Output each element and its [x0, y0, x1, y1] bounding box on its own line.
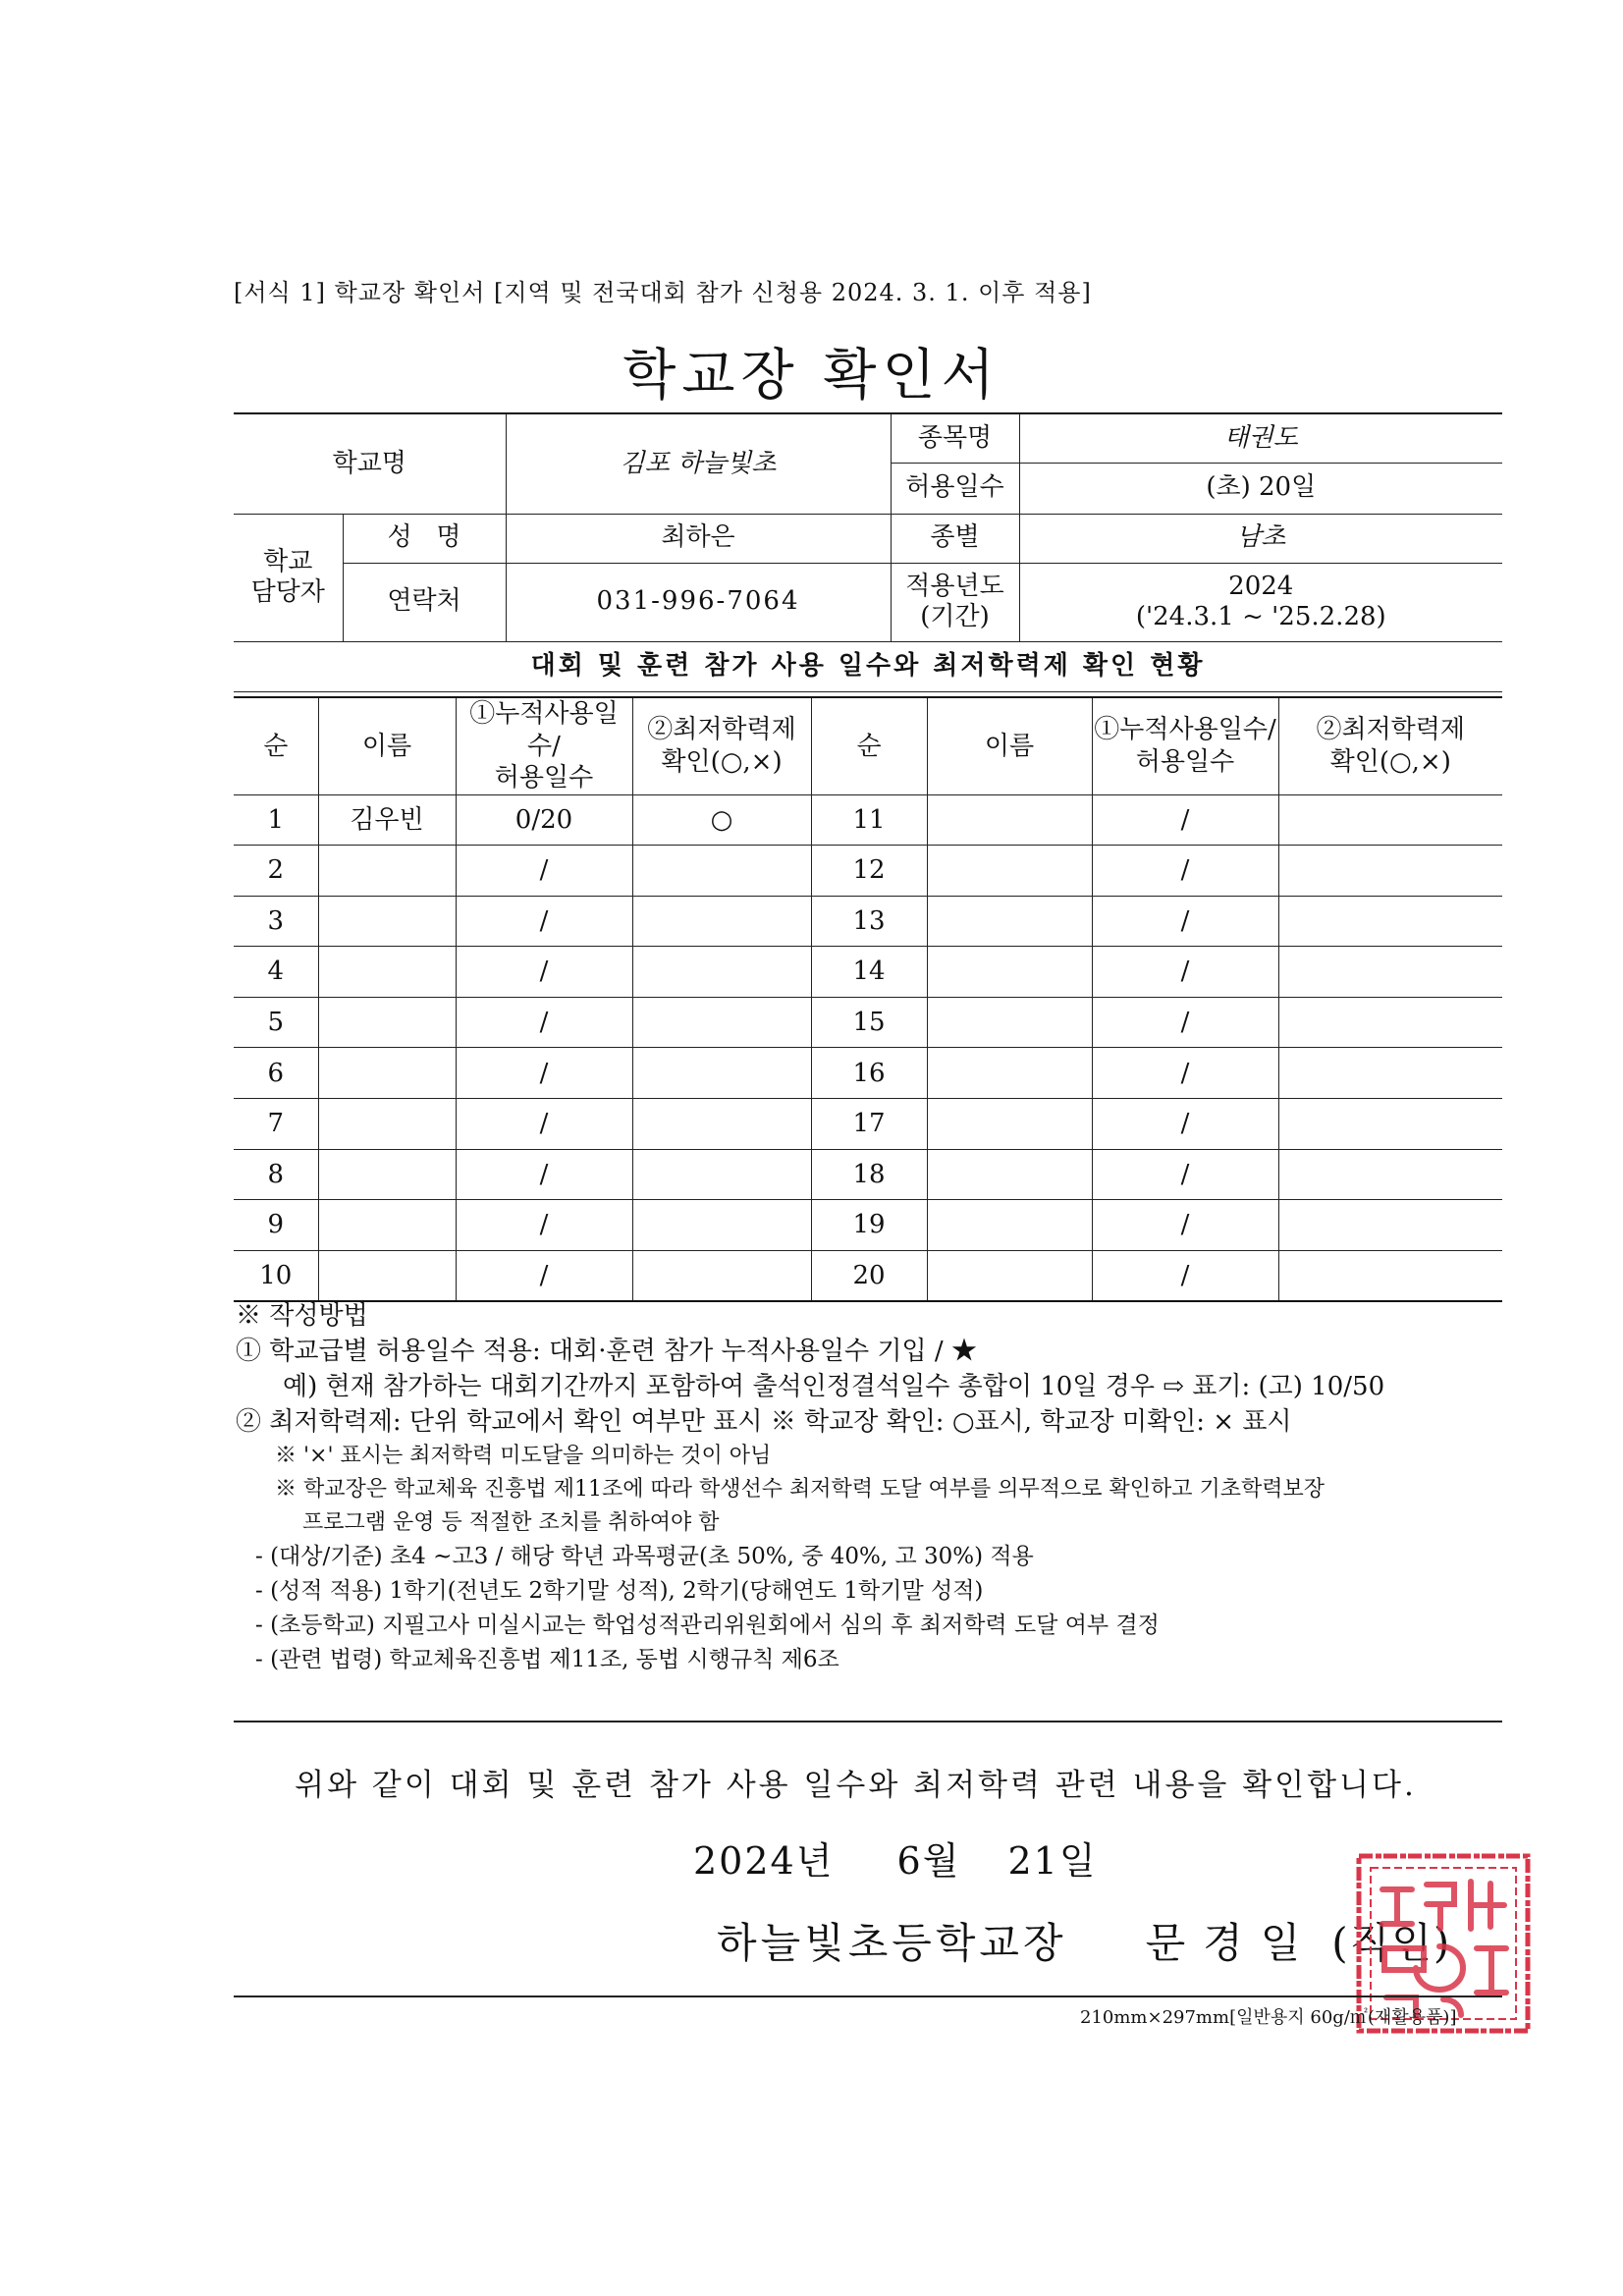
category-label: 종별: [891, 514, 1019, 563]
row-no: 20: [811, 1250, 927, 1301]
table-row: [234, 896, 1502, 947]
row-days: /: [456, 1048, 632, 1099]
row-days: /: [456, 997, 632, 1048]
row-name: [318, 846, 456, 897]
seal-mark: (직인): [1331, 1919, 1452, 1967]
note-dash-2: - (성적 적용) 1학기(전년도 2학기말 성적), 2학기(당해연도 1학기말 성적): [255, 1578, 984, 1604]
row-no: 16: [811, 1048, 927, 1099]
row-check: [1278, 1099, 1502, 1150]
row-name: [318, 1048, 456, 1099]
row-days: /: [1092, 947, 1278, 998]
date-month: 6월: [896, 1839, 961, 1883]
table-row: [234, 1099, 1502, 1150]
row-days: 0/20: [456, 794, 632, 846]
confirm-statement: 위와 같이 대회 및 훈련 참가 사용 일수와 최저학력 관련 내용을 확인합니다.: [295, 1768, 1417, 1803]
row-check: ○: [632, 794, 811, 846]
note-example: 예) 현재 참가하는 대회기간까지 포함하여 출석인정결석일수 총합이 10일 경우 ⇨ 표기: (고) 10/50: [283, 1372, 1385, 1401]
row-name: [927, 1099, 1092, 1150]
row-no: 14: [811, 947, 927, 998]
row-no: 19: [811, 1200, 927, 1251]
row-days: /: [1092, 997, 1278, 1048]
school-label: 학교명: [234, 413, 506, 514]
school-value: 김포 하늘빛초: [506, 413, 891, 514]
year-cell: [1019, 563, 1502, 641]
row-check: [632, 1048, 811, 1099]
divider: [234, 1721, 1502, 1722]
table-row: [234, 846, 1502, 897]
row-check: [632, 1149, 811, 1200]
notes-heading: ※ 작성방법: [236, 1301, 368, 1331]
row-check: [1278, 896, 1502, 947]
name-value: 최하은: [506, 514, 891, 563]
row-check: [632, 896, 811, 947]
note-dash-4: - (관련 법령) 학교체육진흥법 제11조, 동법 시행규칙 제6조: [255, 1647, 839, 1672]
name-label: 성 명: [343, 514, 506, 563]
year-label: 적용년도 (기간): [891, 563, 1019, 641]
row-days: /: [456, 1200, 632, 1251]
header-name: 이름: [927, 697, 1092, 794]
table-row: [234, 997, 1502, 1048]
row-check: [632, 1250, 811, 1301]
row-days: /: [1092, 846, 1278, 897]
row-days: /: [456, 947, 632, 998]
row-check: [1278, 947, 1502, 998]
info-table: [234, 412, 1502, 692]
row-no: 10: [234, 1250, 318, 1301]
row-name: 김우빈: [318, 794, 456, 846]
note-dash-1: - (대상/기준) 초4 ~고3 / 해당 학년 과목평균(초 50%, 중 40%, 고 30%) 적용: [255, 1544, 1034, 1569]
row-name: [318, 896, 456, 947]
note-sub-2: ※ 학교장은 학교체육 진흥법 제11조에 따라 학생선수 최저학력 도달 여부를 의무적으로 확인하고 기초학력보장: [275, 1477, 1325, 1502]
row-no: 1: [234, 794, 318, 846]
row-days: /: [1092, 1250, 1278, 1301]
event-value: 태권도: [1019, 413, 1502, 463]
row-no: 6: [234, 1048, 318, 1099]
row-name: [318, 1149, 456, 1200]
row-check: [632, 947, 811, 998]
row-no: 11: [811, 794, 927, 846]
row-name: [927, 997, 1092, 1048]
row-no: 9: [234, 1200, 318, 1251]
row-name: [927, 1149, 1092, 1200]
row-no: 15: [811, 997, 927, 1048]
year-period: ('24.3.1 ~ '25.2.28): [1135, 602, 1386, 631]
year-value: 2024: [1228, 571, 1294, 601]
table-row: [234, 1250, 1502, 1301]
row-days: /: [456, 896, 632, 947]
row-days: /: [456, 1250, 632, 1301]
row-no: 2: [234, 846, 318, 897]
table-row: [234, 947, 1502, 998]
note-line-2: ② 최저학력제: 단위 학교에서 확인 여부만 표시 ※ 학교장 확인: ○표시, 학교장 미확인: × 표시: [236, 1407, 1292, 1437]
table-row: [234, 1048, 1502, 1099]
row-no: 18: [811, 1149, 927, 1200]
date-day: 21일: [1007, 1839, 1098, 1883]
row-days: /: [456, 846, 632, 897]
note-sub-2-cont: 프로그램 운영 등 적절한 조치를 취하여야 함: [302, 1510, 720, 1535]
row-name: [927, 947, 1092, 998]
row-days: /: [1092, 896, 1278, 947]
signer-name: 문경일: [1145, 1919, 1319, 1967]
header-no: 순: [234, 697, 318, 794]
category-value: 남초: [1019, 514, 1502, 563]
row-name: [318, 1200, 456, 1251]
table-row: [234, 794, 1502, 846]
row-days: /: [456, 1099, 632, 1150]
header-academic: ②최저학력제 확인(○,×): [1278, 697, 1502, 794]
row-days: /: [456, 1149, 632, 1200]
row-days: /: [1092, 1048, 1278, 1099]
row-check: [1278, 1149, 1502, 1200]
row-name: [927, 846, 1092, 897]
row-name: [318, 947, 456, 998]
row-check: [632, 997, 811, 1048]
row-name: [318, 1099, 456, 1150]
header-days: ①누적사용일수/ 허용일수: [1092, 697, 1278, 794]
note-dash-3: - (초등학교) 지필고사 미실시교는 학업성적관리위원회에서 심의 후 최저학력 도달 여부 결정: [255, 1613, 1160, 1638]
row-name: [318, 1250, 456, 1301]
row-days: /: [1092, 1200, 1278, 1251]
row-days: /: [1092, 794, 1278, 846]
row-no: 5: [234, 997, 318, 1048]
allowed-days-label: 허용일수: [891, 463, 1019, 514]
header-no: 순: [811, 697, 927, 794]
table-row: [234, 1149, 1502, 1200]
row-name: [927, 794, 1092, 846]
row-check: [1278, 794, 1502, 846]
table-row: [234, 1200, 1502, 1251]
header-academic: ②최저학력제 확인(○,×): [632, 697, 811, 794]
row-check: [1278, 1250, 1502, 1301]
contact-value: 031-996-7064: [506, 563, 891, 641]
event-label: 종목명: [891, 413, 1019, 463]
allowed-days-value: (초) 20일: [1019, 463, 1502, 514]
contact-label: 연락처: [343, 563, 506, 641]
issue-date: [693, 1831, 1098, 1885]
row-name: [927, 896, 1092, 947]
header-name: 이름: [318, 697, 456, 794]
row-name: [927, 1048, 1092, 1099]
row-no: 13: [811, 896, 927, 947]
row-no: 7: [234, 1099, 318, 1150]
row-check: [1278, 1048, 1502, 1099]
header-days: ①누적사용일수/ 허용일수: [456, 697, 632, 794]
row-no: 4: [234, 947, 318, 998]
note-line-1: ① 학교급별 허용일수 적용: 대회·훈련 참가 누적사용일수 기입 / ★: [236, 1337, 977, 1366]
document-title: 학교장 확인서: [622, 344, 1001, 408]
row-no: 17: [811, 1099, 927, 1150]
row-no: 3: [234, 896, 318, 947]
row-check: [1278, 846, 1502, 897]
row-name: [318, 997, 456, 1048]
participation-table: [234, 696, 1502, 1302]
row-name: [927, 1250, 1092, 1301]
form-tag: [서식 1] 학교장 확인서 [지역 및 전국대회 참가 신청용 2024. 3. 1. 이후 적용]: [234, 279, 1092, 306]
row-name: [927, 1200, 1092, 1251]
signer-title: 하늘빛초등학교장: [717, 1919, 1067, 1967]
bottom-rule: [234, 1995, 1502, 1997]
row-check: [632, 846, 811, 897]
date-year: 2024년: [693, 1839, 835, 1883]
manager-label: 학교 담당자: [234, 514, 343, 641]
row-no: 8: [234, 1149, 318, 1200]
instructions: [236, 1298, 1512, 1677]
row-check: [632, 1099, 811, 1150]
row-check: [1278, 1200, 1502, 1251]
row-no: 12: [811, 846, 927, 897]
row-check: [1278, 997, 1502, 1048]
signer: [717, 1911, 1451, 1970]
row-days: /: [1092, 1149, 1278, 1200]
note-sub-1: ※ '×' 표시는 최저학력 미도달을 의미하는 것이 아님: [275, 1444, 772, 1468]
section-title: 대회 및 훈련 참가 사용 일수와 최저학력제 확인 현황: [234, 641, 1502, 691]
row-check: [632, 1200, 811, 1251]
paper-spec: 210mm×297mm[일반용지 60g/㎡(재활용품)]: [1080, 2007, 1457, 2028]
row-days: /: [1092, 1099, 1278, 1150]
